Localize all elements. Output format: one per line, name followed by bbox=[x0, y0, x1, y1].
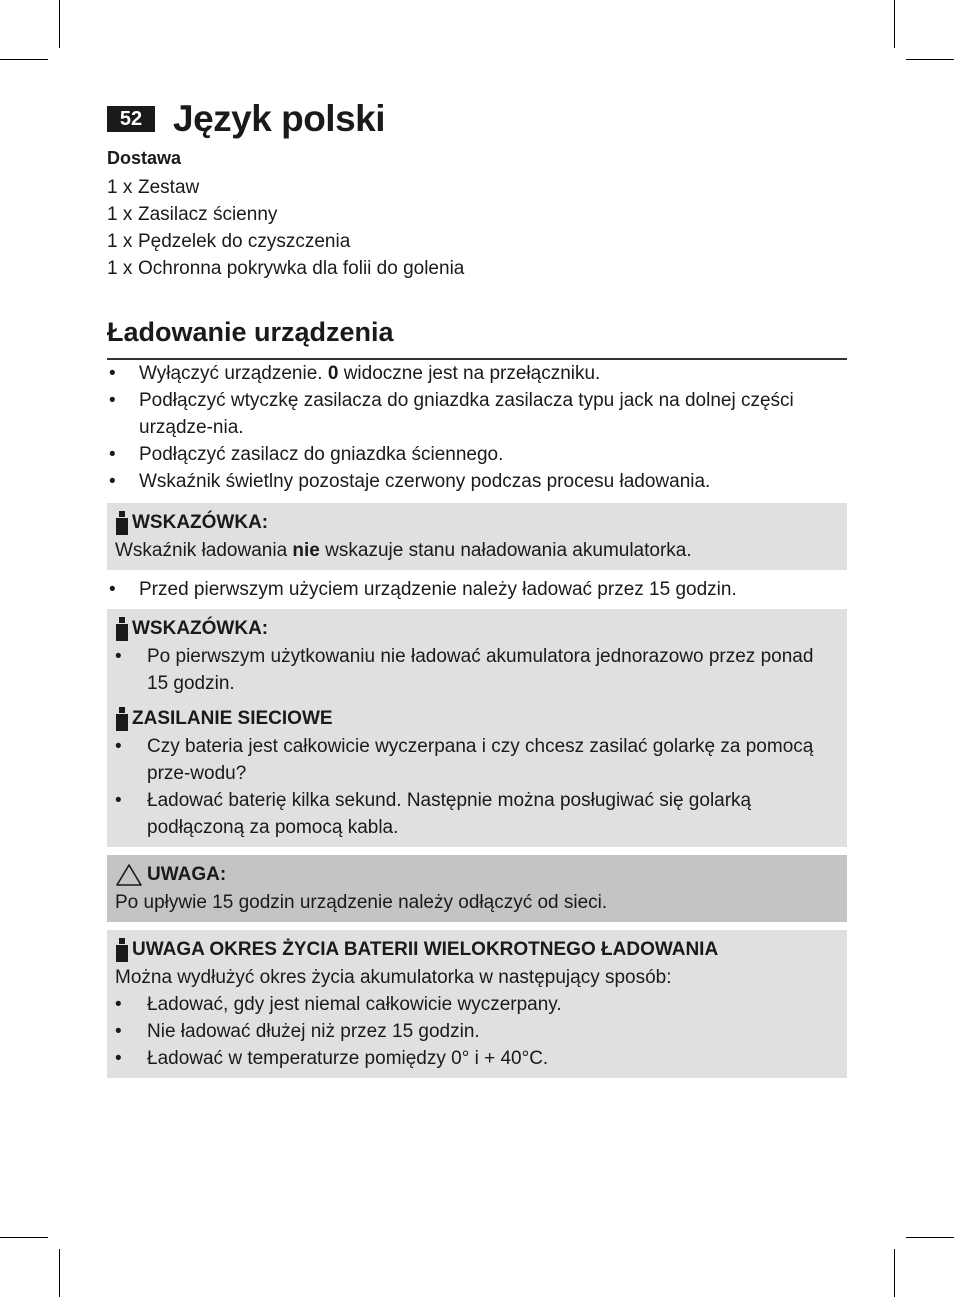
caution-heading bbox=[115, 861, 839, 889]
crop-mark bbox=[0, 1237, 48, 1238]
note-text bbox=[115, 537, 839, 564]
page-header bbox=[107, 96, 847, 142]
list-item: • Nie ładować dłużej niż przez 15 godzin. bbox=[115, 1018, 839, 1045]
item-text: Ochronna pokrywka dla folii do golenia bbox=[138, 258, 465, 279]
warning-icon bbox=[115, 863, 143, 887]
note-title: WSKAZÓWKA: bbox=[132, 512, 269, 533]
list-item bbox=[107, 228, 847, 255]
first-use-list bbox=[107, 576, 847, 603]
list-item bbox=[107, 174, 847, 201]
battery-intro: Można wydłużyć okres życia akumulatorka w następujący sposób: bbox=[115, 967, 672, 988]
list-item: • Czy bateria jest całkowicie wyczerpana i czy chcesz zasilać golarkę za pomocą prze-wodu? bbox=[115, 733, 839, 787]
note-box bbox=[107, 609, 847, 847]
section-title: Ładowanie urządzenia bbox=[107, 312, 847, 360]
item-qty: 1 x bbox=[107, 258, 133, 279]
note-text-part: Wskaźnik ładowania bbox=[115, 540, 293, 561]
page-content bbox=[107, 96, 847, 1078]
item-qty: 1 x bbox=[107, 177, 133, 198]
note-text-bold: nie bbox=[292, 540, 320, 561]
list-item: • Wskaźnik świetlny pozostaje czerwony podczas procesu ładowania. bbox=[107, 468, 847, 495]
item-qty: 1 x bbox=[107, 204, 133, 225]
item-text: Zestaw bbox=[138, 177, 200, 198]
page-number: 52 bbox=[107, 106, 155, 132]
note-title: WSKAZÓWKA: bbox=[132, 618, 269, 639]
power-heading bbox=[115, 705, 839, 733]
info-icon bbox=[115, 511, 129, 535]
note-text-part: wskazuje stanu naładowania akumulatorka. bbox=[319, 540, 692, 561]
battery-list bbox=[115, 991, 839, 1072]
list-item: • Ładować baterię kilka sekund. Następnie można posługiwać się golarką podłączoną za pomocą kabla. bbox=[115, 787, 839, 841]
battery-box bbox=[107, 930, 847, 1078]
list-item: • Podłączyć wtyczkę zasilacza do gniazdka zasilacza typu jack na dolnej części urządze-nia. bbox=[107, 387, 847, 441]
list-item bbox=[107, 201, 847, 228]
item-qty: 1 x bbox=[107, 231, 133, 252]
caution-title: UWAGA: bbox=[147, 864, 227, 885]
crop-mark bbox=[59, 0, 60, 48]
delivery-list bbox=[107, 174, 847, 282]
page-title: Język polski bbox=[173, 98, 386, 139]
item-text: Pędzelek do czyszczenia bbox=[138, 231, 351, 252]
list-item bbox=[107, 255, 847, 282]
delivery-heading: Dostawa bbox=[107, 148, 182, 168]
crop-mark bbox=[0, 59, 48, 60]
info-icon bbox=[115, 938, 129, 962]
list-item: • Podłączyć zasilacz do gniazdka ściennego. bbox=[107, 441, 847, 468]
note-heading bbox=[115, 509, 839, 537]
caution-box bbox=[107, 855, 847, 922]
note-heading bbox=[115, 615, 839, 643]
info-icon bbox=[115, 617, 129, 641]
list-item: • Po pierwszym użytkowaniu nie ładować akumulatora jednorazowo przez ponad 15 godzin. bbox=[115, 643, 839, 697]
step-bold: 0 bbox=[327, 363, 339, 384]
info-icon bbox=[115, 707, 129, 731]
crop-mark bbox=[906, 59, 954, 60]
list-item: • Przed pierwszym użyciem urządzenie należy ładować przez 15 godzin. bbox=[107, 576, 847, 603]
step-text: Wyłączyć urządzenie. bbox=[139, 363, 328, 384]
caution-text: Po upływie 15 godzin urządzenie należy odłączyć od sieci. bbox=[115, 892, 608, 913]
list-item: • Ładować, gdy jest niemal całkowicie wyczerpany. bbox=[115, 991, 839, 1018]
step-text: widoczne jest na przełączniku. bbox=[338, 363, 601, 384]
crop-mark bbox=[906, 1237, 954, 1238]
charging-steps bbox=[107, 360, 847, 495]
power-list bbox=[115, 733, 839, 841]
note-list bbox=[115, 643, 839, 697]
crop-mark bbox=[59, 1249, 60, 1297]
list-item bbox=[107, 360, 847, 387]
battery-title: UWAGA OKRES ŻYCIA BATERII WIELOKROTNEGO ŁADOWANIA bbox=[132, 939, 719, 960]
power-title: ZASILANIE SIECIOWE bbox=[132, 708, 333, 729]
note-box bbox=[107, 503, 847, 570]
item-text: Zasilacz ścienny bbox=[138, 204, 278, 225]
crop-mark bbox=[894, 0, 895, 48]
list-item: • Ładować w temperaturze pomiędzy 0° i + 40°C. bbox=[115, 1045, 839, 1072]
battery-heading bbox=[115, 936, 839, 964]
crop-mark bbox=[894, 1249, 895, 1297]
